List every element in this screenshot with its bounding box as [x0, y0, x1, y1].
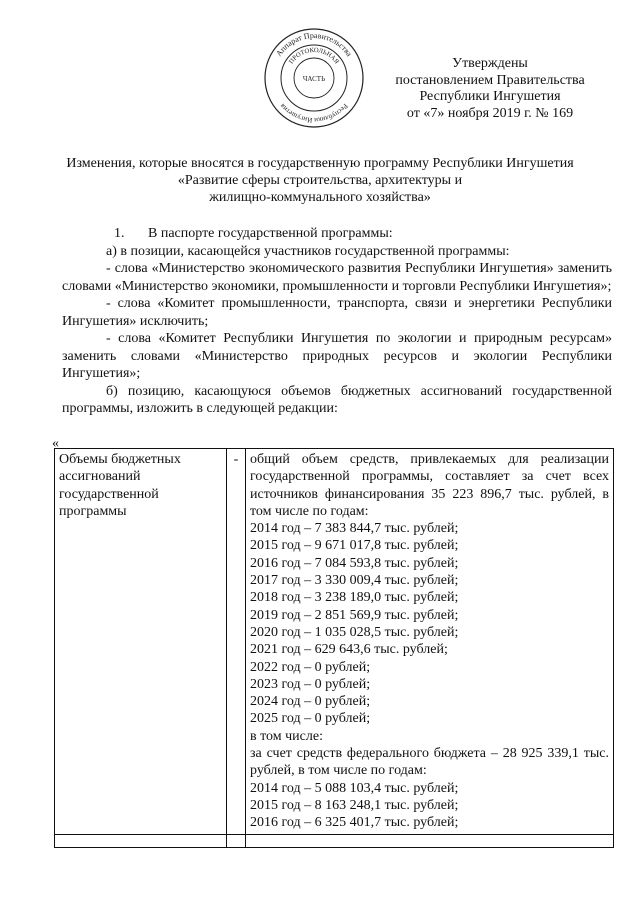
document-body: [62, 225, 612, 418]
title-line: Изменения, которые вносятся в государственную программу Республики Ингушетия: [66, 156, 574, 171]
paragraph-a: а) в позиции, касающейся участников государственной программы:: [106, 243, 510, 259]
year-line: 2023 год – 0 рублей;: [250, 676, 371, 692]
stamp-center-text: ЧАСТЬ: [302, 75, 326, 83]
year-line: 2018 год – 3 238 189,0 тыс. рублей;: [250, 590, 459, 606]
title-line: жилищно-коммунального хозяйства»: [209, 190, 431, 205]
year-line: 2019 год – 2 851 569,9 тыс. рублей;: [250, 607, 459, 623]
table-label-cell: Объемы бюджетных ассигнований государственной программы: [55, 449, 227, 835]
approval-line: Утверждены: [452, 56, 528, 71]
stamp-side-text: Республики Ингушетия: [278, 102, 350, 125]
stamp-seal-icon: [262, 26, 366, 130]
item-1: [62, 225, 612, 243]
table-cell-empty: [246, 834, 614, 847]
approval-line: постановлением Правительства: [395, 72, 585, 88]
year-line: 2021 год – 629 643,6 тыс. рублей;: [250, 642, 448, 658]
year-line: 2016 год – 7 084 593,8 тыс. рублей;: [250, 555, 459, 571]
budget-table: [54, 448, 614, 848]
table-row: [55, 449, 614, 835]
in-that-label: в том числе:: [250, 728, 323, 744]
year-line: 2024 год – 0 рублей;: [250, 694, 371, 710]
year-line: 2020 год – 1 035 028,5 тыс. рублей;: [250, 624, 459, 640]
stamp-inner-text: ПРОТОКОЛЬНАЯ: [287, 46, 341, 66]
table-row-continued: [55, 834, 614, 847]
paragraph-dash-2: - слова «Комитет промышленности, транспорта, связи и энергетики Республики Ингушетия» исключить;: [62, 296, 612, 329]
year-line: 2025 год – 0 рублей;: [250, 711, 371, 727]
approval-line: от «7» ноября 2019 г. № 169: [406, 105, 574, 121]
paragraph-b: б) позицию, касающуюся объемов бюджетных ассигнований государственной программы, изложить в следующей редакции:: [62, 383, 612, 416]
approval-block: [380, 56, 600, 122]
table-cell-empty: [227, 834, 246, 847]
year-line: 2015 год – 9 671 017,8 тыс. рублей;: [250, 538, 459, 554]
paragraph-dash-3: - слова «Комитет Республики Ингушетия по экологии и природным ресурсам» заменить словами «Министерство природных ресурсов и экологии Республики Ингушетия»;: [62, 331, 612, 381]
year-line: 2017 год – 3 330 009,4 тыс. рублей;: [250, 573, 459, 589]
paragraph-dash-1: - слова «Министерство экономического развития Республики Ингушетия» заменить словами «Министерство экономики, промышленности и торговли Республики Ингушетия»;: [62, 261, 612, 294]
federal-intro: за счет средств федерального бюджета – 28 925 339,1 тыс. рублей, в том числе по годам:: [250, 746, 609, 779]
table-cell-empty: [55, 834, 227, 847]
approval-line: Республики Ингушетия: [419, 89, 561, 104]
year-line: 2014 год – 7 383 844,7 тыс. рублей;: [250, 521, 459, 537]
year-line: 2022 год – 0 рублей;: [250, 659, 371, 675]
opening-quote: «: [52, 436, 59, 451]
title-line: «Развитие сферы строительства, архитектуры и: [177, 173, 463, 188]
federal-year-line: 2015 год – 8 163 248,1 тыс. рублей;: [250, 797, 459, 813]
federal-year-line: 2014 год – 5 088 103,4 тыс. рублей;: [250, 780, 459, 796]
document-title: [40, 155, 600, 206]
svg-text:ПРОТОКОЛЬНАЯ: [288, 47, 341, 66]
table-dash-cell: -: [227, 449, 246, 835]
federal-year-line: 2016 год – 6 325 401,7 тыс. рублей;: [250, 815, 459, 831]
protocol-stamp: [262, 26, 366, 130]
stamp-outer-text: Аппарат Правительства: [274, 30, 354, 59]
item-number: 1.: [114, 226, 125, 241]
funding-intro: общий объем средств, привлекаемых для реализации государственной программы, составляет за счет всех источников финансирования 35 223 896,7 тыс. рублей, в том числе по годам:: [250, 452, 609, 519]
table-value-cell: [246, 449, 614, 835]
item-text: В паспорте государственной программы:: [148, 226, 393, 241]
